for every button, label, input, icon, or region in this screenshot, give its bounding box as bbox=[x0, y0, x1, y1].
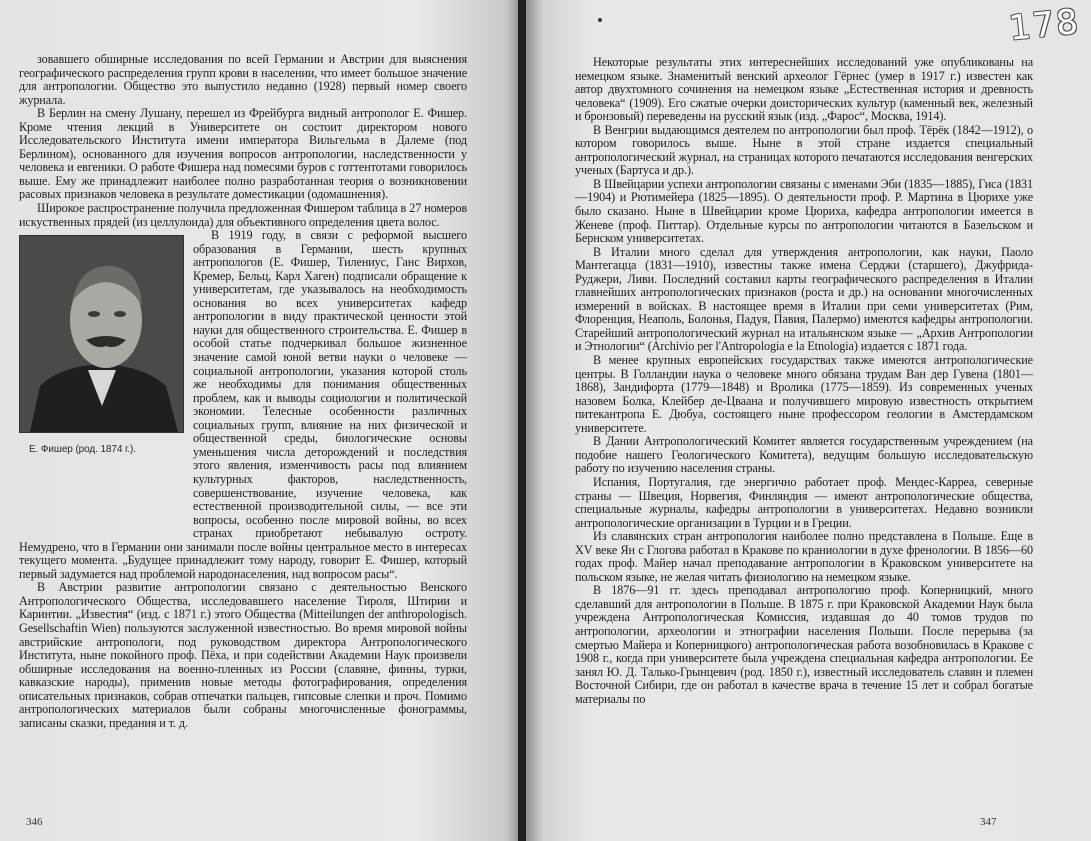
paragraph: В Швейцарии успехи антропологии связаны с именами Эби (1835—1885), Гиса (1831—1904) и Рютимейера (1825—1895). О деятельности проф. Р. Мартина в Цюрихе уже было сказано. Ныне в Швейцарии кроме Цюриха, кафедра антропологии имеется в Женеве (проф. Питтар). Отдельные курсы по антропологии читаются в Базельском и Бернском университетах. bbox=[575, 176, 1033, 246]
left-text-column bbox=[19, 53, 467, 730]
portrait-figure bbox=[19, 231, 187, 531]
portrait-drawing bbox=[20, 236, 183, 432]
paragraph: Из славянских стран антропология наиболее полно представлена в Польше. Еще в XV веке Ян с Глогова работал в Кракове по краниологии в духе френологии. В 1856—60 годах проф. Майер начал преподавание антропологии в Краковском университете на польском языке, не желая читать физиологию на немецком языке. bbox=[575, 529, 1033, 584]
paragraph: В 1876—91 гг. здесь преподавал антропологию проф. Коперницкий, много сделавший для антропологии в Польше. В 1875 г. при Краковской Академии Наук была учреждена Антропологическая Комиссия, издавшая до 40 томов трудов по антропологии, археологии и этнографии населения Польши. После перерыва (за смертью Майера и Коперницкого) антропологическая работа возобновилась в Кракове с 1908 г., когда при университете была учреждена специальная кафедра антропологии. Ее занял Ю. Д. Талько-Грынцевич (род. 1850 г.), известный исследователь славян и племен Восточной Сибири, где он работал в качестве врача в течение 15 лет и собрал богатые материалы по bbox=[575, 583, 1033, 706]
page-number-left: 346 bbox=[26, 816, 43, 828]
left-page bbox=[0, 0, 522, 841]
paragraph: В менее крупных европейских государствах также имеются антропологические центры. В Голландии наука о человеке много обязана трудам Ван дер Гувена (1801—1868), Зандифорта (1779—1848) и Вролика (1775—1859). Из современных ученых назовем Болка, Клейбер де-Цваана и получившего мировую известность открытием питекантропа Е. Дюбуа, состоящего ныне профессором геологии в Амстердамском университете. bbox=[575, 353, 1033, 435]
paragraph: В Венгрии выдающимся деятелем по антропологии был проф. Тёрёк (1842—1912), о котором говорилось выше. Ныне в этой стране издается специальный антропологический журнал, на страницах которого печатаются исследования венгерских ученых (Бартуса и др.). bbox=[575, 122, 1033, 178]
paragraph: В 1919 году, в связи с реформой высшего образования в Германии, шесть крупных антропологов (Е. Фишер, Тилениус, Ганс Вирхов, Кремер, Бельц, Карл Хаген) подписали обращение к университетам, где указывалось на необходимость основания во всех университетах кафедр антропологии в виду практической ценности этой науки для общественного строительства. Е. Фишер в особой статье подчеркивал большое жизненное значение самой юной ветви науки о человеке — социальной антропологии, указания которой столь же необходимы для понимания общественных проблем, как и выводы социологии и политической экономии. Телесные особенности различных социальных групп, влияние на них физической и общественной среды, биологические основы уменьшения числа деторождений и последствия этого явления, изменчивость расы под влиянием культурных факторов, наследственность, совершенствование, изучение человека, как естественной производительной силы, — все эти вопросы, особенно после мировой войны, во всех странах приобретают небывалую остроту. Немудрено, что в Германии они занимали после войны центральное место в интересах текущего момента. „Будущее принадлежит тому народу, говорит Е. Фишер, который первый задумается над проблемой народонаселения, над вопросом расы“. bbox=[19, 228, 467, 581]
paragraph: В Берлин на смену Лушану, перешел из Фрейбурга видный антрополог Е. Фишер. Кроме чтения лекций в Университете он состоит директором нового Исследовательского Института имени императора Вильгельма в Далеме (под Берлином), основанного для изучения вопросов антропологии, наследственности у человека и евгеники. О работе Фишера над помесями буров с готтентотами говорилось выше. Ему же принадлежит наиболее полно разработанная теория о возникновении расовых признаков человека в результате доместикации (одомашнения). bbox=[19, 106, 467, 202]
right-text-column bbox=[575, 56, 1033, 706]
paragraph: Широкое распространение получила предложенная Фишером таблица в 27 номеров искуственных прядей (из целлулоида) для объективного определения цвета волос. bbox=[19, 201, 467, 229]
page-number-right: 347 bbox=[980, 816, 997, 828]
paragraph: Испания, Португалия, где энергично работает проф. Мендес-Каррea, северные страны — Швеция, Норвегия, Финляндия — имеют антропологические общества, специальные журналы, кафедры антропологии в университетах. Недавно возникли антропологические организации в Турции и в Греции. bbox=[575, 474, 1033, 530]
handwritten-page-stamp: 178 bbox=[1007, 1, 1082, 49]
paragraph: В Дании Антропологический Комитет является государственным учреждением (на подобие нашего Геологического Комитета), ведущим большую исследовательскую работу по изучению населения страны. bbox=[575, 434, 1033, 476]
paragraph: В Австрии развитие антропологии связано с деятельностью Венского Антропологического Общества, исследовавшего население Тироля, Штирии и Каринтии. „Известия“ (изд. с 1871 г.) этого Общества (Mitteilungen der anthropologisch. Gesellschaftin Wien) пользуются заслуженной известностью. Во время мировой войны австрийские антропологи, под руководством директора Антропологического Института, ныне покойного проф. Пёха, и при содействии Академии Наук произвели обширные исследования на военно-пленных из России (славяне, финны, турки, кавказские народы), применив новые методы фотографирования, определения описательных признаков, собрав отпечатки пальцев, гипсовые слепки и проч. Помимо антропологических материалов были собраны многочисленные фонограммы, записаны сказки, предания и т. д. bbox=[19, 580, 467, 730]
photo-caption: Е. Фишер (род. 1874 г.). bbox=[29, 444, 136, 456]
ink-dot bbox=[598, 18, 602, 22]
right-page bbox=[526, 0, 1091, 841]
paragraph: Некоторые результаты этих интереснейших исследований уже опубликованы на немецком языке. Знаменитый венский археолог Гёрнес (умер в 1917 г.) известен как автор двухтомного сочинения на немецком языке „Естественная история и древность человека“ (1909). Его сжатые очерки доисторических культур (каменный век, железный и бронзовый) переведены на русский язык (изд. „Фарос“, Москва, 1914). bbox=[575, 55, 1033, 124]
paragraph: В Италии много сделал для утверждения антропологии, как науки, Паоло Мантегацца (1831—1910), известны также имена Серджи (старшего), Джуфрида-Руджери, Ливи. Последний составил карты географического распределения в Италии главнейших антропологических признаков (роста и др.) на основании многочисленных измерений в войсках. В настоящее время в Италии при семи университетах (Рим, Флоренция, Неаполь, Болонья, Падуя, Павия, Палермо) имеются кафедры антропологии. Старейший антропологический журнал на итальянском языке — „Архив Антропологии и Этнологии“ (Archivio per l'Antropologia e la Etnologia) издается с 1871 года. bbox=[575, 244, 1033, 354]
paragraph: зовавшего обширные исследования по всей Германии и Австрии для выяснения географического распределения групп крови в населении, что имеет большое значение для антропологии. Общество это выпустило недавно (1928) первый номер своего журнала. bbox=[19, 52, 467, 107]
portrait-photo bbox=[19, 235, 184, 433]
